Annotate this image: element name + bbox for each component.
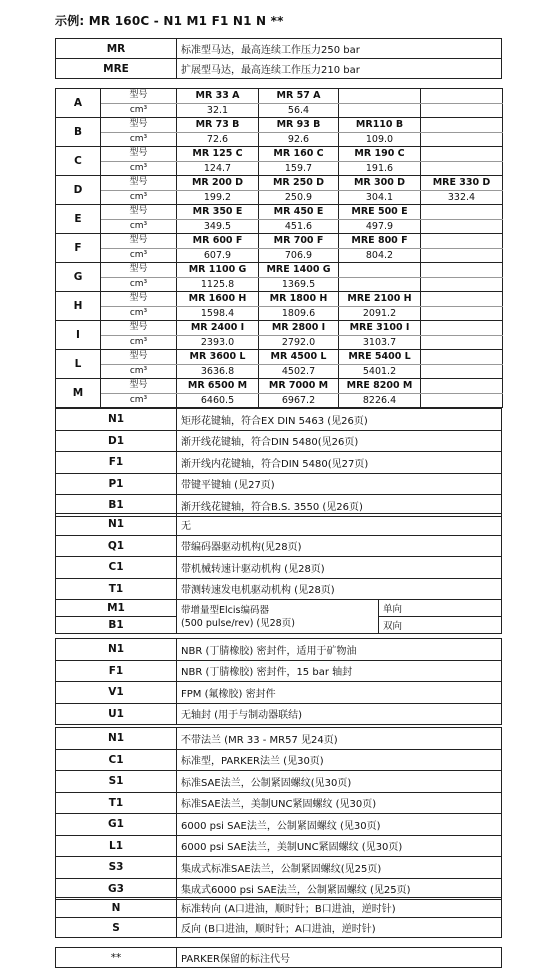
model-name: MRE 1400 G — [259, 263, 339, 278]
displacement-value: 1369.5 — [259, 277, 339, 292]
displacement-value: 4502.7 — [259, 364, 339, 379]
model-name: MR 93 B — [259, 118, 339, 133]
table-row — [56, 948, 502, 968]
size-model-row — [56, 321, 503, 336]
displacement-value: 109.0 — [339, 132, 421, 147]
table-row — [56, 600, 502, 617]
displacement-table — [55, 88, 503, 408]
model-name: MR 250 D — [259, 176, 339, 191]
model-label: 型号 — [101, 89, 177, 104]
drive-table — [55, 513, 502, 634]
table-row — [56, 749, 502, 771]
flange-desc: 集成式标准SAE法兰，公制紧固螺纹(见25页) — [177, 857, 502, 879]
empty-cell — [421, 161, 503, 176]
reserved-table — [55, 947, 502, 968]
reserved-desc: PARKER保留的标注代号 — [177, 948, 502, 968]
flange-desc: 6000 psi SAE法兰，美制UNC紧固螺纹 (见30页) — [177, 835, 502, 857]
size-displacement-row — [56, 103, 503, 118]
displacement-value: 8226.4 — [339, 393, 421, 408]
empty-cell — [421, 132, 503, 147]
shaft-desc: 带键平键轴 (见27页) — [177, 473, 502, 495]
displacement-value: 6460.5 — [177, 393, 259, 408]
shaft-desc: 矩形花键轴，符合EX DIN 5463 (见26页) — [177, 409, 502, 431]
seal-code: F1 — [56, 660, 177, 682]
encoder-code-bidirectional: B1 — [56, 617, 177, 634]
empty-cell — [421, 277, 503, 292]
model-name: MRE 800 F — [339, 234, 421, 249]
size-displacement-row — [56, 161, 503, 176]
shaft-code: D1 — [56, 430, 177, 452]
model-name: MR 160 C — [259, 147, 339, 162]
size-model-row — [56, 234, 503, 249]
model-name: MR 1100 G — [177, 263, 259, 278]
displacement-value: 72.6 — [177, 132, 259, 147]
displacement-value: 92.6 — [259, 132, 339, 147]
unit-label: cm³ — [101, 306, 177, 321]
empty-cell — [421, 89, 503, 104]
table-row — [56, 814, 502, 836]
seal-code: V1 — [56, 682, 177, 704]
size-model-row — [56, 89, 503, 104]
seal-desc: NBR (丁腈橡胶) 密封件，15 bar 轴封 — [177, 660, 502, 682]
model-label: 型号 — [101, 147, 177, 162]
encoder-desc-line-2: (500 pulse/rev) (见28页) — [181, 617, 295, 629]
table-row — [56, 703, 502, 725]
displacement-value: 1125.8 — [177, 277, 259, 292]
size-model-row — [56, 147, 503, 162]
rotation-desc: 标准转向 (A口进油，顺时针；B口进油，逆时针) — [177, 898, 502, 918]
size-group-label: I — [56, 321, 101, 350]
displacement-value: 607.9 — [177, 248, 259, 263]
size-displacement-row — [56, 364, 503, 379]
table-row — [56, 639, 502, 661]
model-name: MR 1600 H — [177, 292, 259, 307]
unit-label: cm³ — [101, 277, 177, 292]
flange-code: S3 — [56, 857, 177, 879]
seal-desc: FPM (氟橡胶) 密封件 — [177, 682, 502, 704]
size-model-row — [56, 350, 503, 365]
encoder-desc-line-1: 带增量型Elcis编码器 — [181, 604, 269, 616]
empty-cell — [421, 379, 503, 394]
empty-cell — [339, 263, 421, 278]
drive-desc: 带编码器驱动机构(见28页) — [177, 535, 502, 557]
model-name: MRE 2100 H — [339, 292, 421, 307]
size-group-label: G — [56, 263, 101, 292]
size-displacement-row — [56, 335, 503, 350]
seal-code: N1 — [56, 639, 177, 661]
seal-table — [55, 638, 502, 725]
displacement-value: 1809.6 — [259, 306, 339, 321]
model-name: MR 350 E — [177, 205, 259, 220]
displacement-value: 6967.2 — [259, 393, 339, 408]
size-group-label: D — [56, 176, 101, 205]
model-name: MRE 5400 L — [339, 350, 421, 365]
empty-cell — [421, 118, 503, 133]
model-name: MR 450 E — [259, 205, 339, 220]
model-label: 型号 — [101, 263, 177, 278]
flange-code: G1 — [56, 814, 177, 836]
displacement-value: 2792.0 — [259, 335, 339, 350]
model-label: 型号 — [101, 234, 177, 249]
empty-cell — [421, 234, 503, 249]
table-row — [56, 792, 502, 814]
displacement-rows — [56, 89, 503, 408]
table-row — [56, 430, 502, 452]
unit-label: cm³ — [101, 393, 177, 408]
model-label: 型号 — [101, 118, 177, 133]
size-displacement-row — [56, 190, 503, 205]
displacement-value: 2393.0 — [177, 335, 259, 350]
unit-label: cm³ — [101, 103, 177, 118]
reserved-code: ** — [56, 948, 177, 968]
model-name: MRE 8200 M — [339, 379, 421, 394]
table-row — [56, 857, 502, 879]
encoder-desc — [177, 600, 379, 634]
model-name: MR 33 A — [177, 89, 259, 104]
model-name: MR 73 B — [177, 118, 259, 133]
displacement-value: 706.9 — [259, 248, 339, 263]
table-row — [56, 39, 502, 59]
drive-code: C1 — [56, 557, 177, 579]
empty-cell — [421, 350, 503, 365]
table-row — [56, 660, 502, 682]
table-row — [56, 514, 502, 536]
model-name: MR 700 F — [259, 234, 339, 249]
model-label: 型号 — [101, 292, 177, 307]
model-label: 型号 — [101, 205, 177, 220]
displacement-value: 3636.8 — [177, 364, 259, 379]
table-row — [56, 835, 502, 857]
displacement-value: 250.9 — [259, 190, 339, 205]
empty-cell — [421, 321, 503, 336]
size-group-label: L — [56, 350, 101, 379]
flange-code: G3 — [56, 878, 177, 900]
size-displacement-row — [56, 277, 503, 292]
rotation-code: S — [56, 918, 177, 938]
model-name: MR 300 D — [339, 176, 421, 191]
flange-code: T1 — [56, 792, 177, 814]
drive-code: T1 — [56, 578, 177, 600]
table-row — [56, 682, 502, 704]
model-label: 型号 — [101, 350, 177, 365]
drive-desc: 带测转速发电机驱动机构 (见28页) — [177, 578, 502, 600]
model-name: MR 2400 I — [177, 321, 259, 336]
displacement-value: 3103.7 — [339, 335, 421, 350]
empty-cell — [421, 103, 503, 118]
shaft-code: N1 — [56, 409, 177, 431]
flange-table — [55, 727, 502, 900]
displacement-value: 199.2 — [177, 190, 259, 205]
shaft-desc: 渐开线花键轴，符合B.S. 3550 (见26页) — [177, 495, 502, 517]
displacement-value: 2091.2 — [339, 306, 421, 321]
shaft-code: P1 — [56, 473, 177, 495]
size-group-label: B — [56, 118, 101, 147]
model-name: MR 1800 H — [259, 292, 339, 307]
empty-cell — [421, 219, 503, 234]
model-label: 型号 — [101, 321, 177, 336]
model-name: MR 6500 M — [177, 379, 259, 394]
rotation-code: N — [56, 898, 177, 918]
size-displacement-row — [56, 306, 503, 321]
empty-cell — [339, 89, 421, 104]
displacement-value: 191.6 — [339, 161, 421, 176]
empty-cell — [339, 277, 421, 292]
table-row — [56, 409, 502, 431]
rotation-desc: 反向 (B口进油，顺时针；A口进油，逆时针) — [177, 918, 502, 938]
model-label: 型号 — [101, 176, 177, 191]
model-label: 型号 — [101, 379, 177, 394]
size-displacement-row — [56, 248, 503, 263]
displacement-value: 1598.4 — [177, 306, 259, 321]
flange-code: C1 — [56, 749, 177, 771]
table-row — [56, 59, 502, 79]
size-model-row — [56, 205, 503, 220]
model-name: MR 125 C — [177, 147, 259, 162]
model-name: MR 190 C — [339, 147, 421, 162]
shaft-code: B1 — [56, 495, 177, 517]
table-row — [56, 452, 502, 474]
displacement-value: 32.1 — [177, 103, 259, 118]
model-name: MR110 B — [339, 118, 421, 133]
flange-code: S1 — [56, 771, 177, 793]
shaft-code: F1 — [56, 452, 177, 474]
size-model-row — [56, 176, 503, 191]
displacement-value: 349.5 — [177, 219, 259, 234]
series-code: MRE — [56, 59, 177, 79]
size-displacement-row — [56, 393, 503, 408]
encoder-dir-unidirectional: 单向 — [379, 600, 502, 617]
displacement-value: 451.6 — [259, 219, 339, 234]
size-group-label: E — [56, 205, 101, 234]
drive-code: Q1 — [56, 535, 177, 557]
table-row — [56, 578, 502, 600]
size-group-label: A — [56, 89, 101, 118]
drive-desc: 带机械转速计驱动机构 (见28页) — [177, 557, 502, 579]
empty-cell — [421, 205, 503, 220]
shaft-table — [55, 408, 502, 517]
unit-label: cm³ — [101, 335, 177, 350]
size-model-row — [56, 379, 503, 394]
size-group-label: M — [56, 379, 101, 408]
table-row — [56, 728, 502, 750]
empty-cell — [421, 263, 503, 278]
table-row — [56, 771, 502, 793]
shaft-desc: 渐开线花键轴，符合DIN 5480(见26页) — [177, 430, 502, 452]
encoder-dir-bidirectional: 双向 — [379, 617, 502, 634]
unit-label: cm³ — [101, 190, 177, 205]
unit-label: cm³ — [101, 161, 177, 176]
empty-cell — [421, 364, 503, 379]
empty-cell — [421, 292, 503, 307]
table-row — [56, 535, 502, 557]
displacement-value: 124.7 — [177, 161, 259, 176]
size-group-label: C — [56, 147, 101, 176]
size-displacement-row — [56, 219, 503, 234]
series-table — [55, 38, 502, 79]
drive-desc: 无 — [177, 514, 502, 536]
unit-label: cm³ — [101, 364, 177, 379]
model-name: MR 600 F — [177, 234, 259, 249]
flange-desc: 标准SAE法兰，美制UNC紧固螺纹 (见30页) — [177, 792, 502, 814]
flange-desc: 6000 psi SAE法兰，公制紧固螺纹 (见30页) — [177, 814, 502, 836]
series-desc: 扩展型马达，最高连续工作压力210 bar — [177, 59, 502, 79]
shaft-desc: 渐开线内花键轴，符合DIN 5480(见27页) — [177, 452, 502, 474]
table-row — [56, 898, 502, 918]
empty-cell — [421, 147, 503, 162]
series-desc: 标准型马达，最高连续工作压力250 bar — [177, 39, 502, 59]
empty-cell — [339, 103, 421, 118]
seal-code: U1 — [56, 703, 177, 725]
empty-cell — [421, 306, 503, 321]
size-model-row — [56, 292, 503, 307]
size-group-label: F — [56, 234, 101, 263]
flange-desc: 不带法兰 (MR 33 - MR57 见24页) — [177, 728, 502, 750]
model-name: MR 3600 L — [177, 350, 259, 365]
displacement-value: 56.4 — [259, 103, 339, 118]
table-row — [56, 557, 502, 579]
seal-desc: NBR (丁腈橡胶) 密封件，适用于矿物油 — [177, 639, 502, 661]
example-title: 示例: MR 160C - N1 M1 F1 N1 N ** — [55, 14, 284, 28]
model-name: MR 57 A — [259, 89, 339, 104]
drive-code: N1 — [56, 514, 177, 536]
size-model-row — [56, 263, 503, 278]
table-row — [56, 473, 502, 495]
series-code: MR — [56, 39, 177, 59]
model-name: MR 2800 I — [259, 321, 339, 336]
flange-code: N1 — [56, 728, 177, 750]
size-group-label: H — [56, 292, 101, 321]
model-name: MRE 500 E — [339, 205, 421, 220]
model-name: MR 7000 M — [259, 379, 339, 394]
displacement-value: 332.4 — [421, 190, 503, 205]
rotation-table — [55, 897, 502, 938]
flange-desc: 标准SAE法兰，公制紧固螺纹(见30页) — [177, 771, 502, 793]
seal-desc: 无轴封 (用于与制动器联结) — [177, 703, 502, 725]
model-name: MRE 3100 I — [339, 321, 421, 336]
table-row — [56, 918, 502, 938]
encoder-code-unidirectional: M1 — [56, 600, 177, 617]
displacement-value: 5401.2 — [339, 364, 421, 379]
empty-cell — [421, 393, 503, 408]
empty-cell — [421, 248, 503, 263]
flange-code: L1 — [56, 835, 177, 857]
flange-desc: 集成式6000 psi SAE法兰，公制紧固螺纹 (见25页) — [177, 878, 502, 900]
empty-cell — [421, 335, 503, 350]
size-model-row — [56, 118, 503, 133]
unit-label: cm³ — [101, 219, 177, 234]
flange-desc: 标准型，PARKER法兰 (见30页) — [177, 749, 502, 771]
size-displacement-row — [56, 132, 503, 147]
model-name: MRE 330 D — [421, 176, 503, 191]
displacement-value: 804.2 — [339, 248, 421, 263]
unit-label: cm³ — [101, 132, 177, 147]
displacement-value: 159.7 — [259, 161, 339, 176]
displacement-value: 304.1 — [339, 190, 421, 205]
unit-label: cm³ — [101, 248, 177, 263]
model-name: MR 200 D — [177, 176, 259, 191]
displacement-value: 497.9 — [339, 219, 421, 234]
model-name: MR 4500 L — [259, 350, 339, 365]
